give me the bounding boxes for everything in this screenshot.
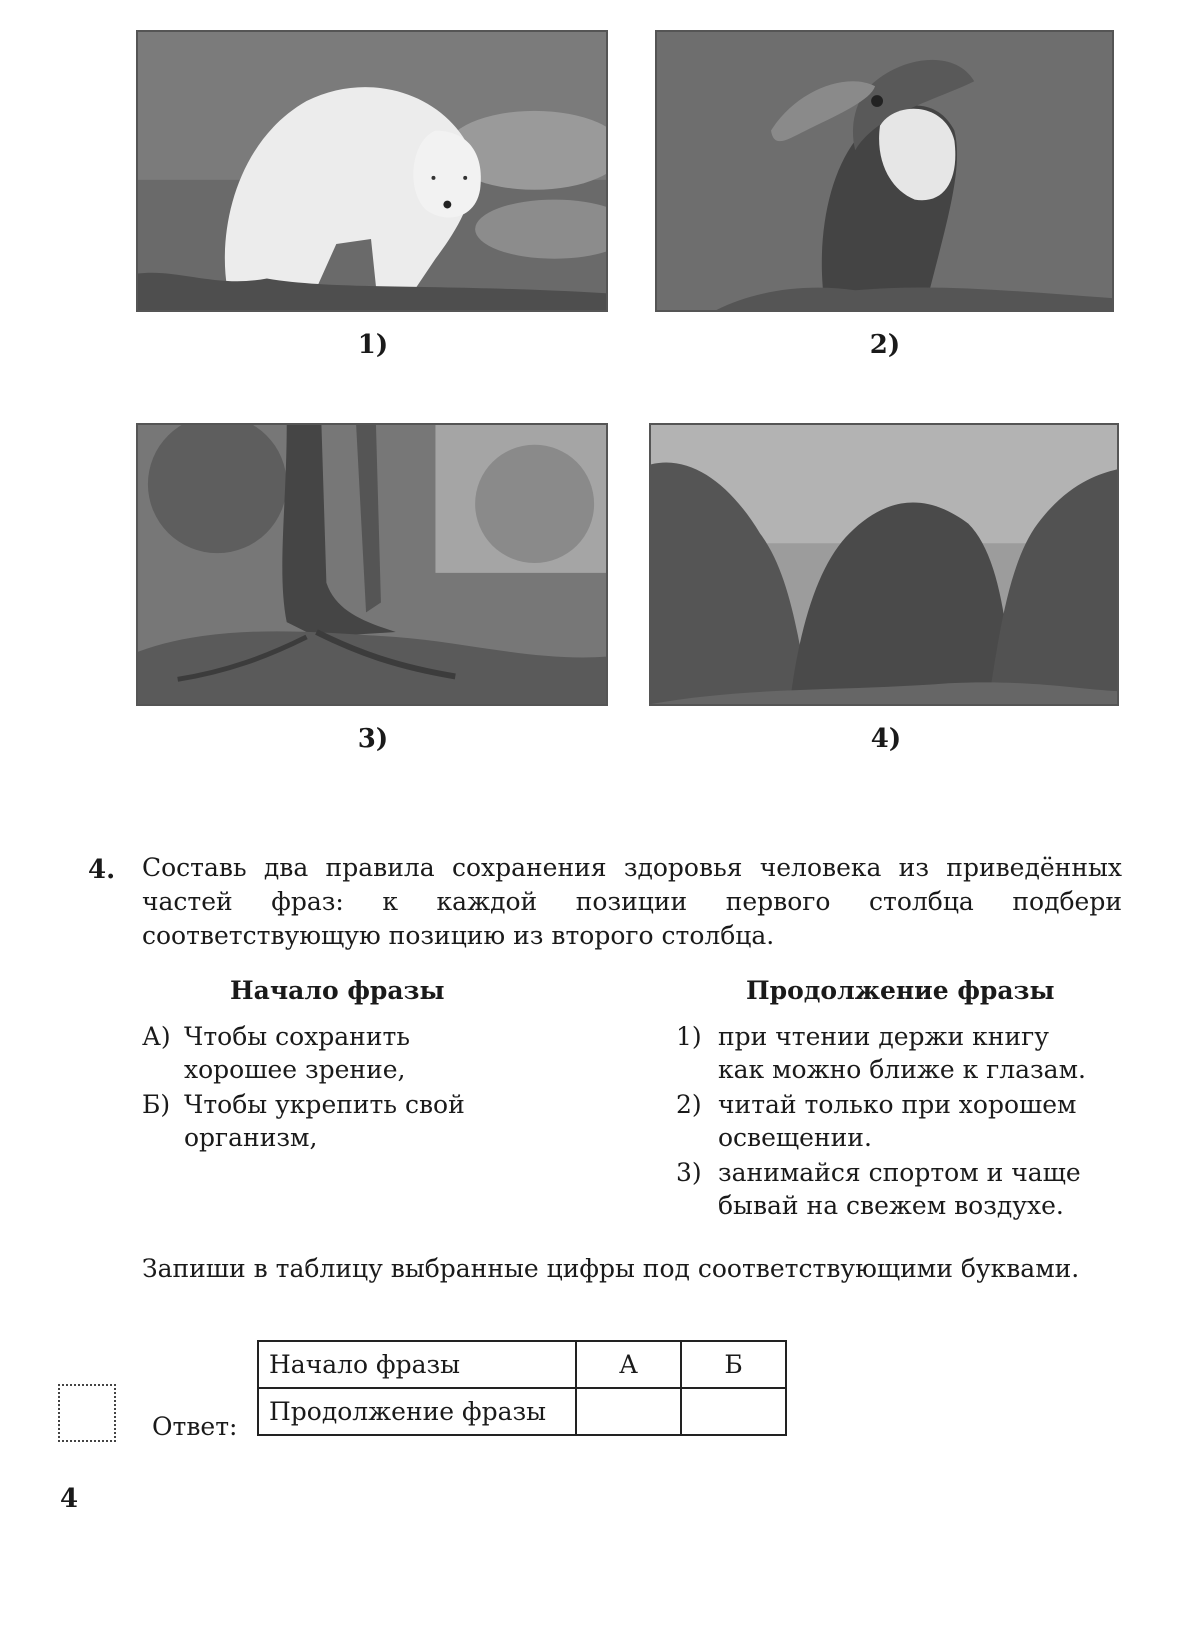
answer-table-row: [258, 1341, 786, 1388]
left-item-line: организм,: [184, 1123, 318, 1152]
answer-cell-letter-b: Б: [681, 1341, 786, 1388]
photo-caption-1: 1): [357, 330, 389, 360]
photo-caption-3: 3): [357, 724, 389, 754]
question-text: Составь два правила сохранения здоровья человека из приведённых частей фраз: к каждой позиции первого столбца подбери соответствующую позицию из второго столбца.: [142, 853, 1122, 950]
left-item-line: хорошее зрение,: [184, 1055, 406, 1084]
right-item-line: читай только при хорошем: [718, 1090, 1077, 1119]
photo-deciduous-forest: [136, 423, 608, 706]
right-item-label: 3): [676, 1158, 702, 1187]
answer-input-b[interactable]: [681, 1388, 786, 1435]
answer-table-row: [258, 1388, 786, 1435]
right-item-line: освещении.: [718, 1123, 872, 1152]
page-number: 4: [60, 1484, 79, 1514]
right-item-label: 1): [676, 1022, 702, 1051]
left-item-line: Чтобы укрепить свой: [184, 1090, 465, 1119]
answer-label: Ответ:: [152, 1412, 238, 1441]
photo-caption-4: 4): [870, 724, 902, 754]
photo-pine-forest: [649, 423, 1119, 706]
photo-polar-bear: [136, 30, 608, 312]
left-column-header: Начало фразы: [230, 976, 445, 1005]
left-item-label: Б): [142, 1090, 171, 1119]
photo-caption-2: 2): [869, 330, 901, 360]
right-item-line: как можно ближе к глазам.: [718, 1055, 1086, 1084]
answer-cell-header: Начало фразы: [258, 1341, 576, 1388]
right-item-line: бывай на свежем воздухе.: [718, 1191, 1064, 1220]
score-box[interactable]: [58, 1384, 116, 1442]
instruction-text: Запиши в таблицу выбранные цифры под соответствующими буквами.: [142, 1254, 1080, 1283]
right-item-label: 2): [676, 1090, 702, 1119]
question-number: 4.: [88, 855, 116, 885]
answer-table: [257, 1340, 787, 1436]
answer-cell-header: Продолжение фразы: [258, 1388, 576, 1435]
right-item-line: занимайся спортом и чаще: [718, 1158, 1081, 1187]
left-item-label: А): [142, 1022, 171, 1051]
left-item-line: Чтобы сохранить: [184, 1022, 410, 1051]
right-item-line: при чтении держи книгу: [718, 1022, 1049, 1051]
answer-input-a[interactable]: [576, 1388, 681, 1435]
answer-cell-letter-a: А: [576, 1341, 681, 1388]
photo-toucan: [655, 30, 1114, 312]
right-column-header: Продолжение фразы: [746, 976, 1055, 1005]
